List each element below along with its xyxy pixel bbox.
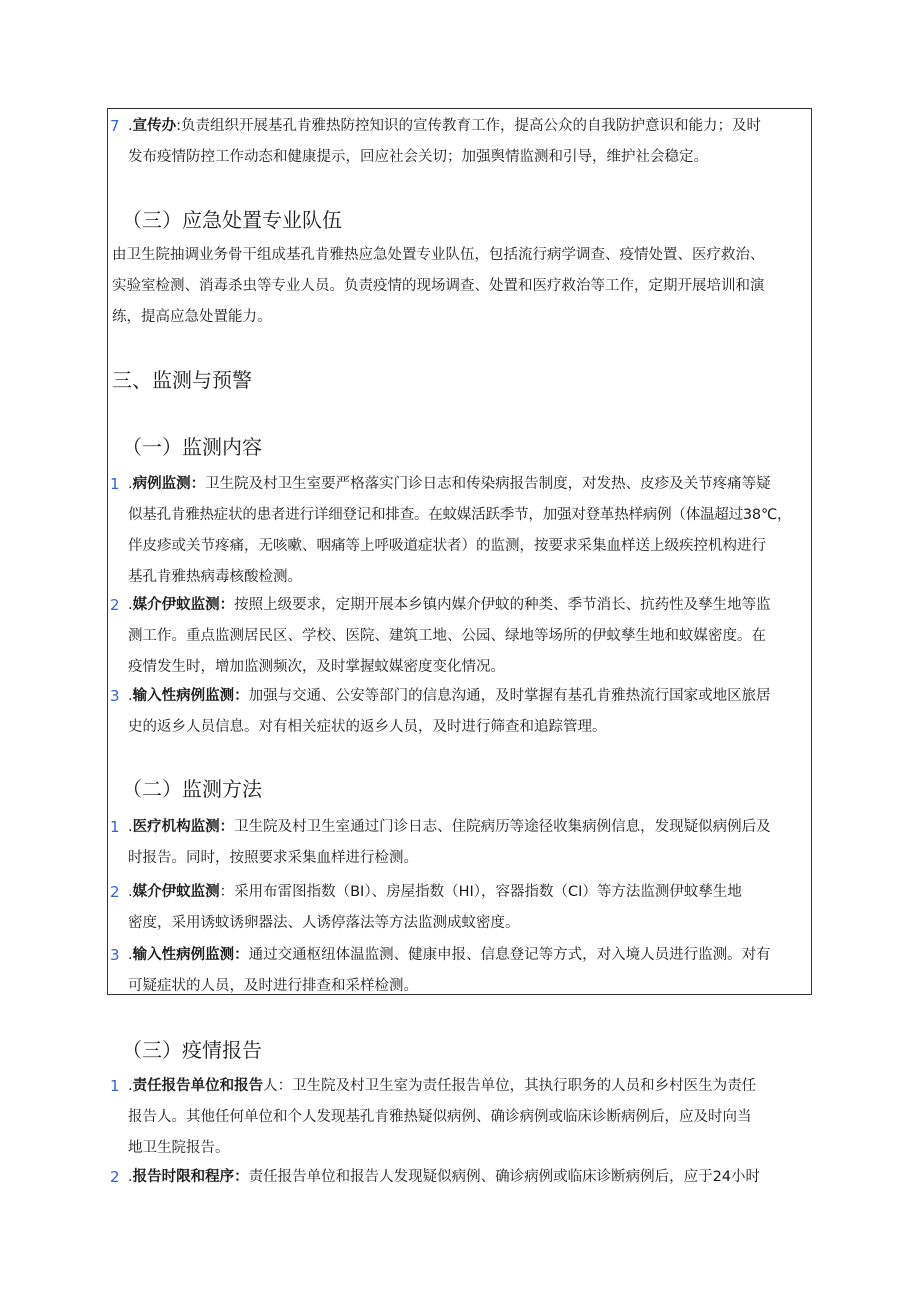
list-item-vector-monitoring: 2 .媒介伊蚊监测：按照上级要求，定期开展本乡镇内媒介伊蚊的种类、季节消长、抗药性及孳生地等监 测工作。重点监测居民区、学校、医院、建筑工地、公园、绿地等场所的伊蚊孳生地和蚊媒密度。在 疫情发生时，增加监测频次，及时掌握蚊媒密度变化情况。 xyxy=(112,590,812,683)
item-number: 3 xyxy=(110,946,120,964)
item-title: 媒介伊蚊监测 xyxy=(132,884,220,900)
item-number: 7 xyxy=(110,117,120,135)
item-number: 2 xyxy=(110,596,120,614)
section-heading-monitoring-warning: 三、监测与预警 xyxy=(112,368,252,392)
list-item-vector-method: 2 .媒介伊蚊监测：采用布雷图指数（BI）、房屋指数（HI），容器指数（CI）等方法监测伊蚊孳生地 密度，采用诱蚊诱卵器法、人诱停落法等方法监测成蚊密度。 xyxy=(112,877,812,939)
list-item-case-monitoring: 1 .病例监测：卫生院及村卫生室要严格落实门诊日志和传染病报告制度，对发热、皮疹及关节疼痛等疑 似基孔肯雅热症状的患者进行详细登记和排查。在蚊媒活跃季节，加强对登革热样病例（体温超过38℃， 伴皮疹或关节疼痛，无咳嗽、咽痛等上呼吸道症状者）的监测，按要求采集血样送上级疾控机构进行 基孔肯雅热病毒核酸检测。 xyxy=(112,469,812,593)
list-item-medical-monitoring: 1 .医疗机构监测：卫生院及村卫生室通过门诊日志、住院病历等途径收集病例信息，发现疑似病例后及 时报告。同时，按照要求采集血样进行检测。 xyxy=(112,812,812,874)
paragraph-emergency-team: 由卫生院抽调业务骨干组成基孔肯雅热应急处置专业队伍，包括流行病学调查、疫情处置、医疗救治、 实验室检测、消毒杀虫等专业人员。负责疫情的现场调查、处置和医疗救治等工作，定期开展培训和演 练，提高应急处置能力。 xyxy=(112,247,765,325)
item-line-1: .宣传办:负责组织开展基孔肯雅热防控知识的宣传教育工作，提高公众的自我防护意识和能力；及时 xyxy=(128,118,761,134)
item-title: 病例监测： xyxy=(132,476,206,492)
item-title: 宣传办 xyxy=(132,118,177,134)
section-heading-monitoring-content: （一）监测内容 xyxy=(122,435,262,459)
section-heading-emergency-team: （三）应急处置专业队伍 xyxy=(122,208,342,232)
item-title: 责任报告单位和报告 xyxy=(132,1078,264,1094)
list-item-report-unit: 1 .责任报告单位和报告人：卫生院及村卫生室为责任报告单位，其执行职务的人员和乡村医生为责任 报告人。其他任何单位和个人发现基孔肯雅热疑似病例、确诊病例或临床诊断病例后，应及时向当 地卫生院报告。 xyxy=(112,1071,812,1164)
item-title: 输入性病例监测： xyxy=(132,688,249,704)
list-item-imported-case-monitoring: 3 .输入性病例监测：加强与交通、公安等部门的信息沟通，及时掌握有基孔肯雅热流行国家或地区旅居 史的返乡人员信息。对有相关症状的返乡人员，及时进行筛查和追踪管理。 xyxy=(112,681,812,743)
item-title: 报告时限和程序： xyxy=(132,1169,249,1185)
section-heading-epidemic-report: （三）疫情报告 xyxy=(122,1038,262,1062)
item-number: 3 xyxy=(110,687,120,705)
item-number: 2 xyxy=(110,883,120,901)
item-number: 1 xyxy=(110,1077,120,1095)
item-title: 医疗机构监测： xyxy=(132,819,235,835)
list-item-publicity-office xyxy=(112,111,812,173)
item-number: 2 xyxy=(110,1168,120,1186)
item-title: 媒介伊蚊监测： xyxy=(132,597,235,613)
item-line-2: 发布疫情防控工作动态和健康提示，回应社会关切；加强舆情监测和引导，维护社会稳定。 xyxy=(128,149,708,165)
item-number: 1 xyxy=(110,818,120,836)
item-number: 1 xyxy=(110,475,120,493)
item-title: 输入性病例监测： xyxy=(132,947,249,963)
section-heading-monitoring-method: （二）监测方法 xyxy=(122,777,262,801)
list-item-imported-method: 3 .输入性病例监测：通过交通枢纽体温监测、健康申报、信息登记等方式，对入境人员进行监测。对有 可疑症状的人员，及时进行排查和采样检测。 xyxy=(112,940,812,1002)
list-item-report-deadline: 2 .报告时限和程序：责任报告单位和报告人发现疑似病例、确诊病例或临床诊断病例后，应于24小时 xyxy=(112,1162,812,1193)
